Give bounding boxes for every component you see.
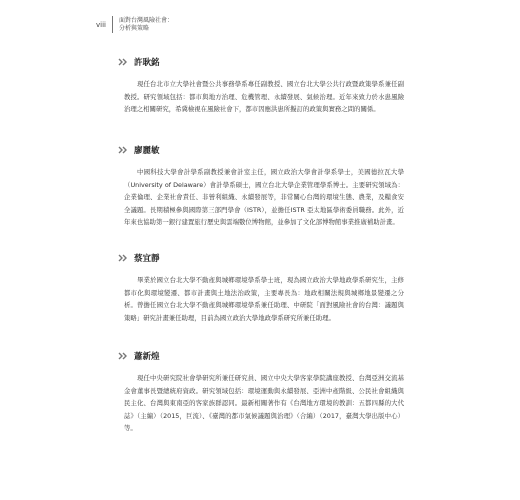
double-chevron-icon: [118, 352, 128, 360]
running-header: [96, 16, 173, 33]
double-chevron-icon: [118, 254, 128, 262]
author-bio: 現任中央研究院社會學研究所兼任研究員、國立中央大學客家學院講座教授、台灣亞洲交流基金會董事長暨總統府資政。研究領域包括：環境運動與永續發展、亞洲中產階級、公民社會組織與民主化、台灣與東南亞的客家族群認同。最新相關著作有《台灣地方環境的教訓：五都四縣的大代誌》（主編）（2015，巨流）、《臺灣的都市氣候議題與治理》（合編）（2017，臺灣大學出版中心）等。: [124, 374, 404, 433]
author-heading: [118, 144, 404, 156]
header-divider: [112, 16, 113, 33]
author-entry: [118, 144, 404, 229]
double-chevron-icon: [118, 58, 128, 66]
author-heading: [118, 56, 404, 68]
author-name: 蔡宜靜: [134, 254, 160, 264]
author-name: 蕭新煌: [134, 352, 160, 362]
author-entry: [118, 350, 404, 435]
author-bio: 現任台北市立大學社會暨公共事務學系專任副教授、國立台北大學公共行政暨政策學系兼任副教授。研究領域包括：都市與地方治理、危機管理、永續發展、氣候治理。近年來致力於水患風險治理之相關研究，希冀檢視在風險社會下，都市因應洪患所擬訂的政策與實務之問的關係。: [124, 80, 404, 114]
book-title-line2: 分析與策略: [118, 24, 149, 32]
book-title-line1: 面對台灣風險社會：: [118, 16, 173, 24]
author-name: 許耿銘: [134, 58, 160, 68]
book-title: [119, 17, 173, 33]
author-heading: [118, 252, 404, 264]
author-heading: [118, 350, 404, 362]
page-number: viii: [96, 20, 106, 29]
double-chevron-icon: [118, 146, 128, 154]
author-entry: [118, 252, 404, 324]
author-entry: [118, 56, 404, 116]
author-bio: 中國科技大學會計學系副教授兼會計室主任，國立政治大學會計學系學士，美國德拉瓦大學（University of Delaware）會計學系碩士，國立台北大學企業管理學系博士。主要研究領域為：企業倫理、企業社會責任、非營利組織、永續發展等，非常關心台灣的環境生態、農業，及糧食安全議題。長期積極參與國際第三部門學會（ISTR），並擔任ISTR 亞太地區學術委員職務。此外，近年來也協助第一銀行建置旅行歷史與雲端數位博物館，並參加了文化部博物館事業推廣補助計畫。: [124, 168, 404, 227]
author-name: 廖麗敏: [134, 146, 160, 156]
author-bio: 畢業於國立台北大學不動產與城鄉環境學系學士班，現為國立政治大學地政學系研究生，主修都市化與環境變遷、都市計畫與土地法治政策，主要專長為：地政相關法規與城鄉地景變遷之分析。曾擔任國立台北大學不動產與城鄉環境學系兼任助理、中研院「面對風險社會的台灣：議題與策略」研究計畫兼任助理，目前為國立政治大學地政學系研究所兼任助理。: [124, 276, 404, 322]
